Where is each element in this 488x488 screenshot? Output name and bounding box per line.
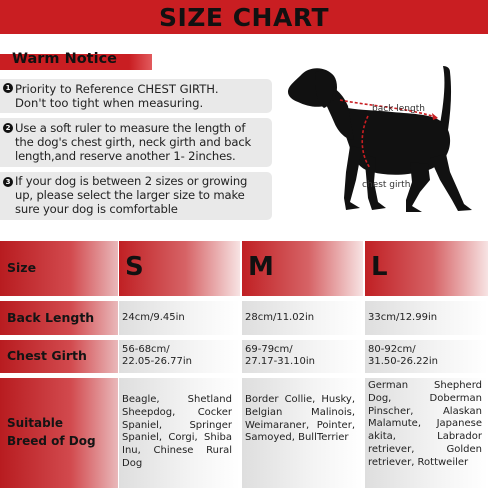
back-length-m: 28cm/11.02in (245, 312, 315, 323)
breed-s-cell (119, 378, 240, 488)
row-label-back-length: Back Length (7, 310, 95, 325)
back-length-label: back length (372, 104, 425, 114)
chest-girth-l-cell (365, 340, 488, 373)
warm-notice-title: Warm Notice (12, 51, 117, 67)
row-label-breed-cell (0, 378, 118, 488)
size-l-label: L (371, 252, 388, 282)
back-length-s: 24cm/9.45in (122, 312, 185, 323)
row-label-back-cell (0, 301, 118, 335)
row-label-chest-girth: Chest Girth (7, 348, 87, 363)
row-label-size: Size (7, 260, 37, 275)
size-s-label: S (125, 252, 144, 282)
row-label-chest-cell (0, 340, 118, 373)
breed-m-cell (242, 378, 363, 488)
back-length-s-cell (119, 301, 240, 335)
dog-silhouette-icon (280, 62, 480, 222)
notice-item-3 (0, 172, 272, 220)
notice-text-2: Use a soft ruler to measure the length of the dog's chest girth, neck girth and back length,and reserve another 1- 2inches. (15, 121, 252, 163)
breed-l: German Shepherd Dog, Doberman Pinscher, Alaskan Malamute, Japanese akita, Labrador retriever, Golden retriever, Rottweiler (368, 380, 482, 468)
notice-text-1: Priority to Reference CHEST GIRTH. Don't too tight when measuring. (15, 82, 219, 110)
back-length-l-cell (365, 301, 488, 335)
notice-item-2 (0, 118, 272, 167)
back-arrow-icon (432, 113, 438, 120)
size-m-cell (242, 241, 363, 296)
warm-notice-tab (0, 51, 152, 70)
breed-m: Border Collie, Husky, Belgian Malinois, Weimaraner, Pointer, Samoyed, BullTerrier (245, 394, 355, 444)
notice-text-3: If your dog is between 2 sizes or growing up, please select the larger size to make sure your dog is comfortable (15, 174, 248, 216)
back-length-l: 33cm/12.99in (368, 312, 438, 323)
page-title: SIZE CHART (158, 2, 329, 32)
back-length-m-cell (242, 301, 363, 335)
breed-l-cell (365, 378, 488, 488)
chest-girth-l: 80-92cm/ 31.50-26.22in (368, 344, 438, 367)
size-l-cell (365, 241, 488, 296)
row-label-size-cell (0, 241, 118, 296)
size-s-cell (119, 241, 240, 296)
title-bar (0, 0, 488, 34)
chest-girth-m-cell (242, 340, 363, 373)
notice-item-1 (0, 79, 272, 113)
chest-girth-s-cell (119, 340, 240, 373)
row-label-breed: Suitable Breed of Dog (7, 416, 96, 448)
chest-girth-label: chest girth (362, 180, 411, 190)
chest-girth-m: 69-79cm/ 27.17-31.10in (245, 344, 315, 367)
chest-girth-s: 56-68cm/ 22.05-26.77in (122, 344, 192, 367)
number-badge-2: 2 (3, 123, 13, 133)
breed-s: Beagle, Shetland Sheepdog, Cocker Spaniel, Springer Spaniel, Corgi, Shiba Inu, Chinese Rural Dog (122, 394, 232, 469)
number-badge-1: 1 (3, 83, 13, 93)
number-badge-3: 3 (3, 177, 13, 187)
dog-measure-diagram (280, 62, 480, 222)
size-m-label: M (248, 252, 274, 282)
